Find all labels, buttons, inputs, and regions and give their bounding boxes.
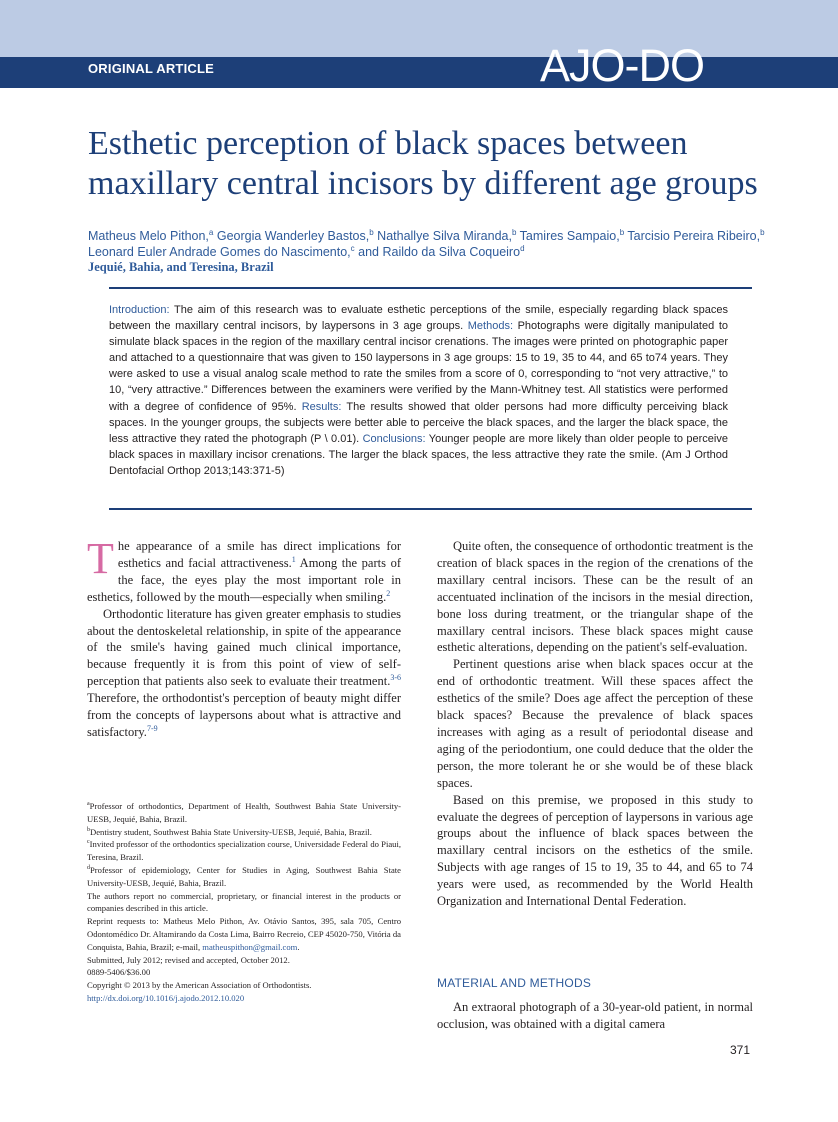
- footnote-submitted: Submitted, July 2012; revised and accepted, October 2012.: [87, 954, 290, 965]
- body-column-left: [87, 534, 401, 741]
- article-title: Esthetic perception of black spaces between maxillary central incisors by different age groups: [88, 125, 758, 202]
- author-affiliation-marker: a: [208, 227, 214, 237]
- citation-ref[interactable]: 3-6: [390, 673, 401, 683]
- header-top-band: [0, 0, 838, 57]
- author-name: Nathallye Silva Miranda,: [377, 229, 512, 243]
- body-paragraph-3: Quite often, the consequence of orthodontic treatment is the creation of black spaces in the region of the crenations of the maxillary central incisors. These can be the result of an accentuated inclination of the incisors in the mesial direction, bone loss during treatment, or the triangular shape of the maxillary central incisors. These black spaces might cause esthetic alterations, depending on the patient's self-evaluation.: [437, 539, 753, 655]
- abstract-heading-introduction: Introduction:: [109, 304, 170, 316]
- section-label: ORIGINAL ARTICLE: [88, 61, 214, 76]
- doi-link[interactable]: http://dx.doi.org/10.1016/j.ajodo.2012.10.020: [87, 992, 245, 1003]
- author-list: [88, 228, 768, 260]
- drop-cap: T: [87, 534, 114, 583]
- section-heading-methods: MATERIAL AND METHODS: [437, 976, 592, 990]
- page-number: 371: [730, 1043, 751, 1057]
- body-paragraph-4: Pertinent questions arise when black spaces occur at the end of orthodontic treatment. Will these spaces affect the esthetics of the smile? Does age affect the perception of these black spaces? Because the prevalence of black spaces increases with aging as a result of periodontal disease and aging of the periodontium, one could deduce that the older the person, the more tolerant he or she would be of these black spaces.: [437, 657, 753, 790]
- abstract-heading-methods: Methods:: [467, 320, 513, 333]
- footnote-marker: c: [87, 839, 90, 846]
- footnote-text: Invited professor of the orthodontics specialization course, Universidade Federal do Piaui, Teresina, Brazil.: [87, 839, 401, 863]
- author-affiliation-marker: c: [350, 243, 355, 253]
- footnote-reprint: [87, 915, 401, 953]
- abstract-divider-top: [109, 287, 752, 289]
- body-paragraph-2-text-b: Therefore, the orthodontist's perception of beauty might differ from the concepts of laypersons about what is attractive and satisfactory.: [87, 691, 401, 739]
- body-paragraph-5: Based on this premise, we proposed in this study to evaluate the degrees of perception of laypersons in various age groups about the influence of black spaces between the maxillary central incisors on the esthetics of the smile. Subjects with age ranges of 15 to 19, 35 to 44, and 65 to 74 years were used, as recommended by the World Health Organization and International Dental Federation.: [437, 792, 753, 909]
- body-paragraph-2: [87, 606, 401, 741]
- citation-ref[interactable]: 2: [386, 588, 391, 598]
- footnote-text: Professor of epidemiology, Center for Studies in Aging, Southwest Bahia State University-UESB, Jequié, Bahia, Brazil.: [87, 864, 401, 888]
- body-column-right: [437, 538, 753, 910]
- footnote-marker: b: [87, 826, 90, 833]
- footnote-d: [87, 864, 401, 890]
- abstract-introduction-text: The aim of this research was to evaluate esthetic perceptions of the smile, especially regarding black spaces between the maxillary central incisors, by laypersons in 3 age groups.: [109, 304, 728, 333]
- footnote-marker: d: [87, 865, 90, 872]
- abstract-heading-conclusions: Conclusions:: [362, 432, 426, 445]
- footnote-a: [87, 800, 401, 826]
- author-name: Tarcisio Pereira Ribeiro,: [627, 229, 761, 243]
- abstract-methods-text: Photographs were digitally manipulated to simulate black spaces in the region of the maxillary central incisor crenations. The images were printed on photographic paper and attached to a questionnaire that was given to 150 laypersons in 3 age groups: 15 to 19, 35 to 44, and 65 to74 years. They were asked to use a visual analog scale method to rate the smiles from a score of 0, corresponding to “not very attractive,” to 10, “very attractive.” Differences between the examiners were verified by the Mann-Whitney test. All statistics were performed with a degree of confidence of 95%.: [109, 320, 728, 413]
- footnote-text: Reprint requests to: Matheus Melo Pithon, Av. Otávio Santos, 395, sala 705, Centro Odontomédico Dr. Altamirando da Costa Lima, Bairro Recreio, CEP 45020-750, Vitória da Conquista, Bahia, Brazil; e-mail,: [87, 916, 401, 952]
- footnote-c: [87, 838, 401, 864]
- author-affiliation-marker: b: [369, 227, 374, 237]
- journal-logo: AJO-DO: [540, 40, 705, 91]
- footnote-b: [87, 826, 401, 839]
- author-name: Tamires Sampaio,: [519, 229, 620, 243]
- footnote-marker: a: [87, 801, 90, 808]
- footnote-copyright: Copyright © 2013 by the American Association of Orthodontists.: [87, 980, 312, 991]
- author-affiliation-marker: d: [520, 243, 525, 253]
- author-name: Leonard Euler Andrade Gomes do Nascimento,: [88, 245, 351, 259]
- footnote-text: Dentistry student, Southwest Bahia State University-UESB, Jequié, Bahia, Brazil.: [90, 826, 372, 837]
- author-name: Matheus Melo Pithon,: [88, 229, 209, 243]
- author-name: Georgia Wanderley Bastos,: [216, 229, 370, 243]
- methods-body: [437, 999, 753, 1033]
- author-name: and Raildo da Silva Coqueiro: [358, 245, 521, 259]
- abstract-divider-bottom: [109, 508, 752, 510]
- affiliation-place: Jequié, Bahia, and Teresina, Brazil: [88, 260, 274, 274]
- author-affiliation-marker: b: [619, 227, 625, 237]
- citation-ref[interactable]: 1: [291, 554, 296, 564]
- citation-ref[interactable]: 7-9: [146, 723, 158, 733]
- author-affiliation-marker: b: [511, 227, 517, 237]
- abstract: [109, 302, 728, 479]
- body-paragraph-1-text-b: Among the parts of the face, the eyes play the most important role in esthetics, followed by the mouth—especially when smiling.: [87, 555, 401, 604]
- abstract-results-text: The results showed that older persons had more difficulty perceiving black spaces. In the younger groups, the subjects were better able to perceive the black spaces, and the larger the black space, the less attractive they rated the photograph (P \ 0.01).: [109, 400, 728, 445]
- author-affiliation-marker: b: [760, 227, 765, 237]
- body-paragraph-1-text-a: he appearance of a smile has direct implications for esthetics and facial attractiveness.: [117, 539, 401, 570]
- email-link[interactable]: matheuspithon@gmail.com: [202, 941, 298, 952]
- footnote-issn: 0889-5406/$36.00: [87, 967, 151, 978]
- abstract-heading-results: Results:: [301, 400, 342, 413]
- footnote-disclosure: The authors report no commercial, proprietary, or financial interest in the products or companies described in this article.: [87, 890, 401, 914]
- abstract-conclusions-text: Younger people are more likely than older people to perceive black spaces in maxillary incisor crenations. The larger the black spaces, the less attractive they rate the smile. (Am J Orthod Dentofacial Orthop 2013;143:371-5): [109, 432, 728, 477]
- footnote-text: .: [297, 941, 300, 952]
- body-paragraph-1: [87, 534, 401, 606]
- body-paragraph-2-text-a: Orthodontic literature has given greater emphasis to studies about the dentoskeletal relationship, in spite of the appearance of the smile's having gained much clinical importance, because frequently it is from this point of view of self-perception that patients also seek to evaluate their treatment.: [87, 606, 401, 689]
- footnotes: [87, 800, 401, 1005]
- footnote-text: Professor of orthodontics, Department of Health, Southwest Bahia State University-UESB, Jequié, Bahia, Brazil.: [87, 801, 401, 824]
- body-paragraph-6: An extraoral photograph of a 30-year-old patient, in normal occlusion, was obtained with a digital camera: [437, 1000, 753, 1031]
